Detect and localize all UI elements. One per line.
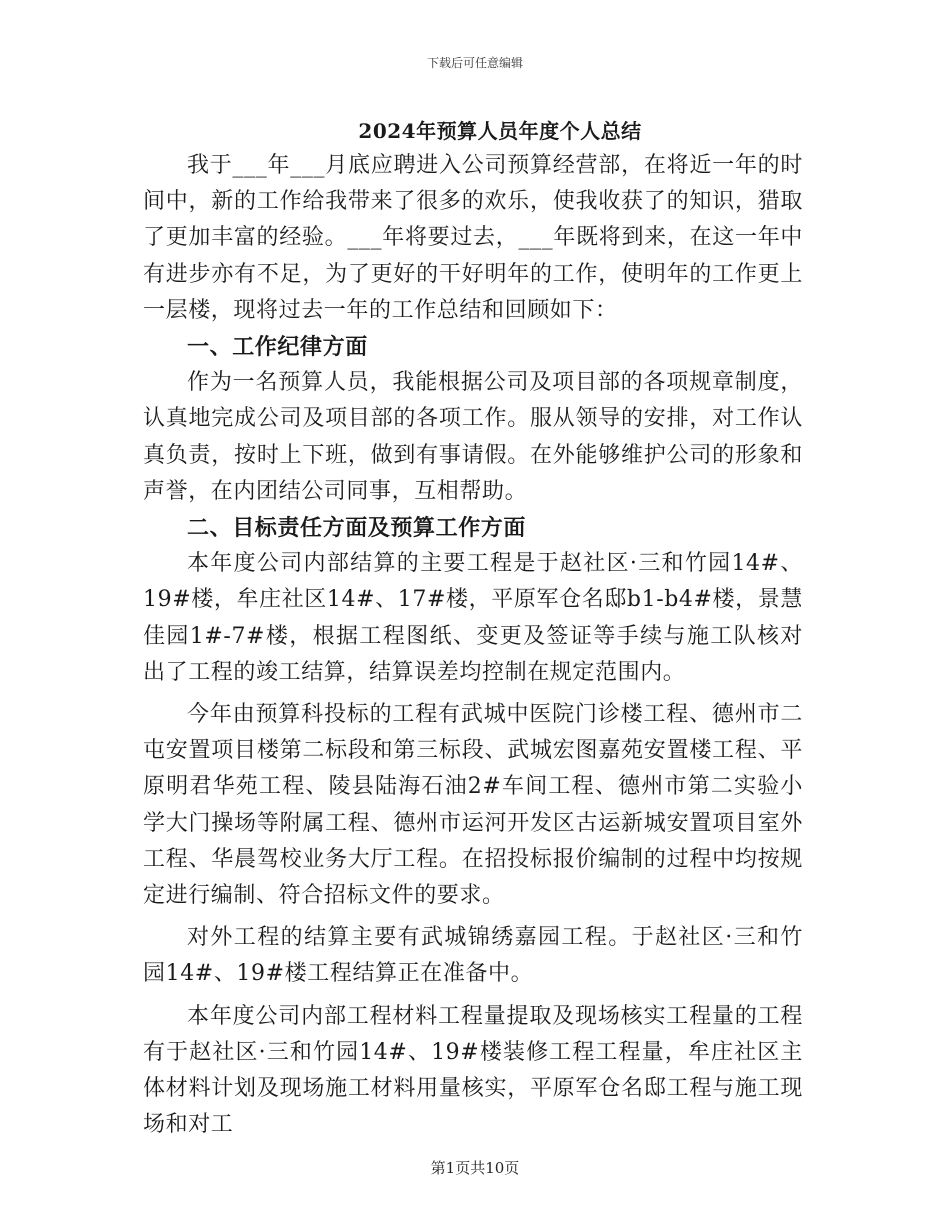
document-body xyxy=(143,148,803,1143)
discipline-paragraph: 作为一名预算人员，我能根据公司及项目部的各项规章制度，认真地完成公司及项目部的各项工作。服从领导的安排，对工作认真负责，按时上下班，做到有事请假。在外能够维护公司的形象和声誉，在内团结公司同事，互相帮助。 xyxy=(143,370,803,504)
document-title: 2024年预算人员年度个人总结 xyxy=(358,119,642,143)
bidding-paragraph: 今年由预算科投标的工程有武城中医院门诊楼工程、德州市二屯安置项目楼第二标段和第三标段、武城宏图嘉苑安置楼工程、平原明君华苑工程、陵县陆海石油2#车间工程、德州市第二实验小学大门操场等附属工程、德州市运河开发区古运新城安置项目室外工程、华晨驾校业务大厅工程。在招投标报价编制的过程中均按规定进行编制、符合招标文件的要求。 xyxy=(143,702,803,909)
page-header-note: 下载后可任意编辑 xyxy=(426,56,523,70)
section-heading-targets: 二、目标责任方面及预算工作方面 xyxy=(187,515,527,542)
settlement-paragraph: 本年度公司内部结算的主要工程是于赵社区·三和竹园14#、19#楼，牟庄社区14#、17#楼，平原军仓名邸b1-b4#楼，景慧佳园1#-7#楼，根据工程图纸、变更及签证等手续与施工队核对出了工程的竣工结算，结算误差均控制在规定范围内。 xyxy=(143,551,803,685)
section-heading-discipline: 一、工作纪律方面 xyxy=(187,334,368,361)
external-settlement-paragraph: 对外工程的结算主要有武城锦绣嘉园工程。于赵社区·三和竹园14#、19#楼工程结算正在准备中。 xyxy=(143,925,803,987)
material-quantity-paragraph: 本年度公司内部工程材料工程量提取及现场核实工程量的工程有于赵社区·三和竹园14#、19#楼装修工程工程量，牟庄社区主体材料计划及现场施工材料用量核实，平原军仓名邸工程与施工现场和对工 xyxy=(143,1003,803,1138)
page-number-footer: 第1页共10页 xyxy=(430,1159,520,1177)
intro-paragraph: 我于___年___月底应聘进入公司预算经营部，在将近一年的时间中，新的工作给我带来了很多的欢乐，使我收获了的知识，猎取了更加丰富的经验。___年将要过去，___年既将到来，在这一年中有进步亦有不足，为了更好的干好明年的工作，使明年的工作更上一层楼，现将过去一年的工作总结和回顾如下： xyxy=(143,153,803,323)
